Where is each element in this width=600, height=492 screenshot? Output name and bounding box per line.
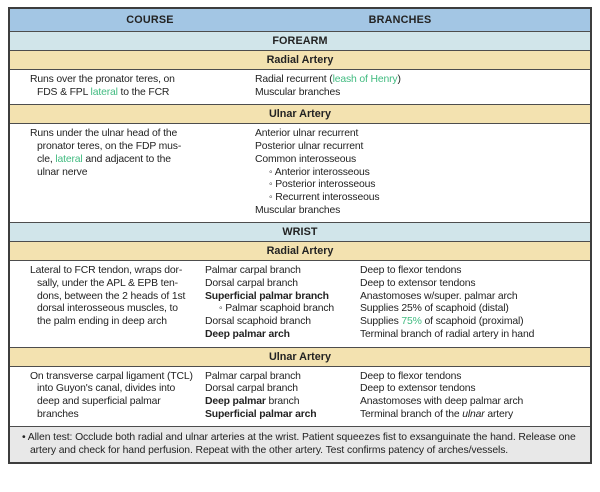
section-header-wrist: WRIST (10, 222, 590, 241)
branch-detail-item: Deep to extensor tendons (360, 278, 476, 290)
branch-item: Deep palmar arch (205, 328, 290, 340)
branches-cell-wrist-radial-details (360, 265, 590, 341)
course-text-line: dorsal interosseous muscles, to (37, 303, 178, 315)
course-cell-wrist-radial (10, 265, 205, 329)
branch-item: Deep palmar branch (205, 395, 300, 407)
course-text-line: branches (37, 408, 79, 420)
branch-item: Dorsal scaphoid branch (205, 316, 311, 328)
row-forearm-radial (10, 69, 590, 104)
course-text-line: the palm ending in deep arch (37, 316, 167, 328)
branch-item: ◦ Palmar scaphoid branch (219, 303, 335, 315)
branch-detail-item: Supplies 25% of scaphoid (distal) (360, 303, 509, 315)
course-cell-wrist-ulnar (10, 371, 205, 422)
branches-cell-forearm-radial (205, 74, 590, 99)
branches-cell-wrist-ulnar-names (205, 371, 360, 422)
branches-cell-forearm-ulnar (205, 128, 590, 217)
subsection-header-ulnar-artery-wrist: Ulnar Artery (10, 347, 590, 366)
branch-item: Muscular branches (255, 86, 341, 98)
course-cell-forearm-ulnar (10, 128, 205, 179)
branch-detail-item: Anastomoses with deep palmar arch (360, 395, 524, 407)
branch-item: Radial recurrent (leash of Henry) (255, 74, 401, 85)
subsection-header-radial-artery-wrist: Radial Artery (10, 241, 590, 260)
subsection-header-ulnar-artery-forearm: Ulnar Artery (10, 104, 590, 123)
course-text-line: cle, lateral and adjacent to the (37, 153, 171, 165)
course-text-line: pronator teres, on the FDP mus- (37, 141, 182, 153)
course-text-line: deep and superficial palmar (37, 395, 161, 407)
branch-item: Palmar carpal branch (205, 370, 301, 382)
row-wrist-radial (10, 260, 590, 346)
branch-item: Muscular branches (255, 204, 341, 216)
branch-item: ◦ Posterior interosseous (269, 179, 376, 191)
branch-detail-item: Supplies 75% of scaphoid (proximal) (360, 316, 524, 328)
column-header-branches: BRANCHES (368, 14, 432, 26)
allen-test-note-row (10, 426, 590, 462)
table-header-row (10, 9, 590, 31)
branches-cell-wrist-ulnar-details (360, 371, 590, 422)
artery-course-branches-table (8, 7, 592, 464)
branch-item: Dorsal carpal branch (205, 383, 298, 395)
branches-cell-wrist-radial-names (205, 265, 360, 341)
branch-item: Common interosseous (255, 153, 357, 165)
subsection-header-radial-artery-forearm: Radial Artery (10, 50, 590, 69)
course-text-line: Runs over the pronator teres, on (30, 74, 175, 85)
branch-item: Anterior ulnar recurrent (255, 128, 359, 140)
branch-detail-item: Terminal branch of radial artery in hand (360, 328, 535, 340)
branch-detail-item: Deep to flexor tendons (360, 265, 462, 277)
course-text-line: dons, between the 2 heads of 1st (37, 290, 186, 302)
course-cell-forearm-radial (10, 74, 205, 99)
column-header-course: COURSE (126, 14, 174, 26)
branch-item: ◦ Recurrent interosseous (269, 191, 380, 203)
branch-detail-item: Deep to extensor tendons (360, 383, 476, 395)
branch-detail-item: Anastomoses w/super. palmar arch (360, 290, 518, 302)
branch-item: Posterior ulnar recurrent (255, 141, 364, 153)
branch-detail-item: Deep to flexor tendons (360, 370, 462, 382)
course-text-line: Runs under the ulnar head of the (30, 128, 178, 140)
course-text-line: Lateral to FCR tendon, wraps dor- (30, 265, 183, 277)
branch-item: Superficial palmar branch (205, 290, 329, 302)
allen-test-note-text: • Allen test: Occlude both radial and ulnar arteries at the wrist. Patient squeezes fist to exsanguinate the hand. Release one artery and check for hand perfusion. Repeat with the other artery. Test confirms patency of arches/vessels. (22, 432, 576, 457)
branch-item: Palmar carpal branch (205, 265, 301, 277)
row-forearm-ulnar (10, 123, 590, 222)
course-text-line: ulnar nerve (37, 166, 88, 178)
branch-item: Superficial palmar arch (205, 408, 317, 420)
section-header-forearm: FOREARM (10, 31, 590, 50)
branch-detail-item: Terminal branch of the ulnar artery (360, 408, 514, 420)
branch-item: ◦ Anterior interosseous (269, 166, 370, 178)
row-wrist-ulnar (10, 366, 590, 427)
course-text-line: On transverse carpal ligament (TCL) (30, 370, 193, 382)
course-text-line: into Guyon's canal, divides into (37, 383, 176, 395)
branch-item: Dorsal carpal branch (205, 278, 298, 290)
course-text-line: FDS & FPL lateral to the FCR (37, 86, 170, 98)
course-text-line: sally, under the APL & EPB ten- (37, 278, 178, 290)
